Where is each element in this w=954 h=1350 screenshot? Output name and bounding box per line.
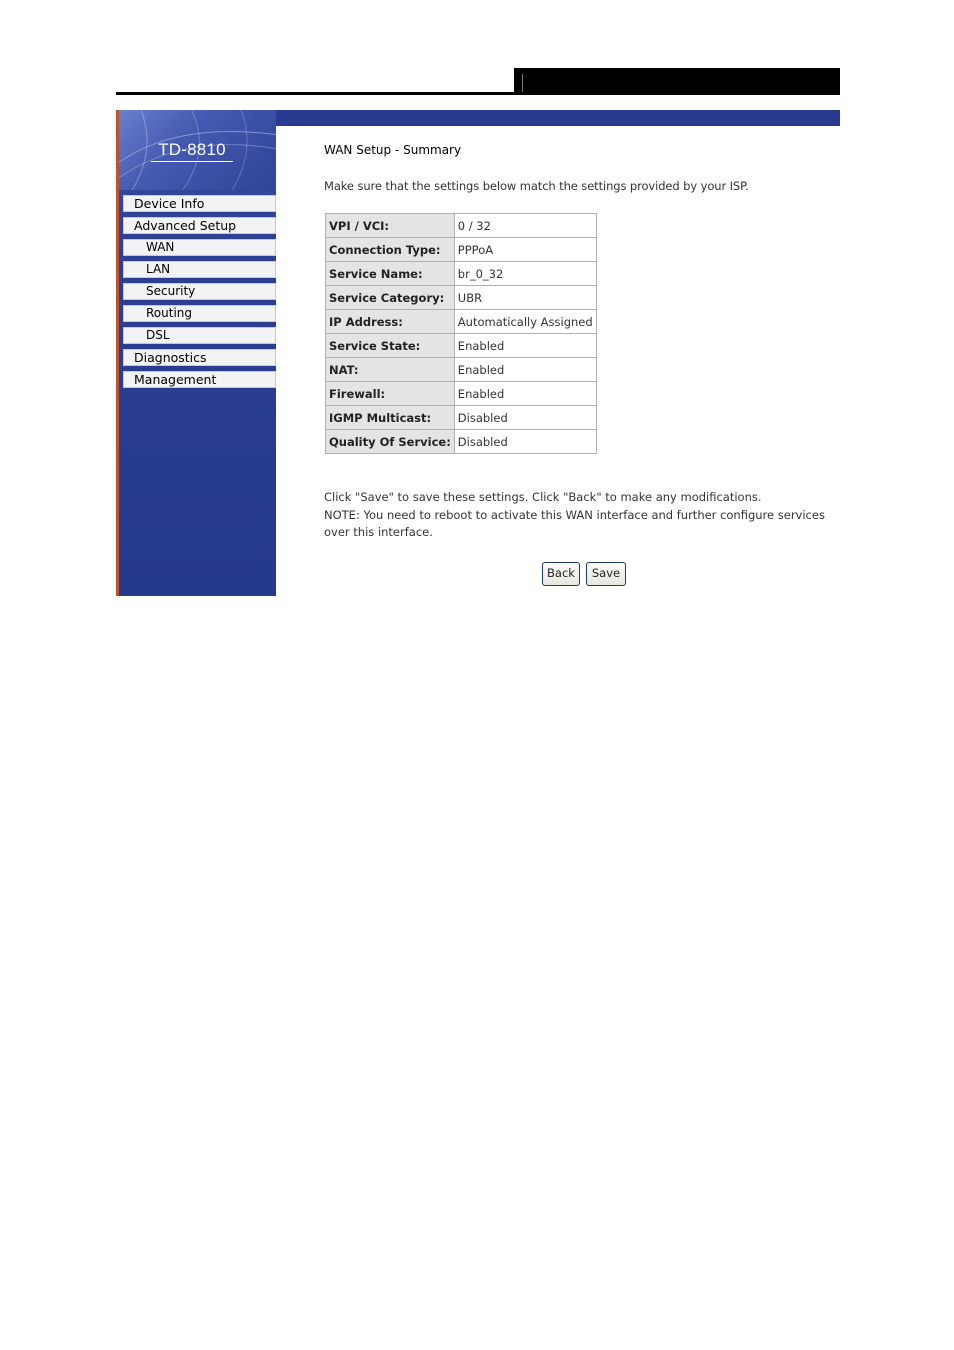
summary-value: br_0_32 — [454, 262, 596, 286]
brand-banner — [119, 110, 276, 190]
document-header — [116, 68, 840, 96]
page-title: WAN Setup - Summary — [324, 143, 462, 157]
summary-label: VPI / VCI: — [326, 214, 455, 238]
note-line: Click "Save" to save these settings. Click "Back" to make any modifications. — [324, 490, 762, 504]
summary-label: IGMP Multicast: — [326, 406, 455, 430]
back-button[interactable]: Back — [542, 562, 580, 586]
summary-value: Enabled — [454, 382, 596, 406]
sidebar-item-routing[interactable]: Routing — [123, 305, 276, 322]
sidebar-item-management[interactable]: Management — [123, 371, 276, 388]
summary-value: 0 / 32 — [454, 214, 596, 238]
note-line: over this interface. — [324, 525, 433, 539]
header-black-box — [514, 68, 840, 95]
router-ui-screenshot — [116, 110, 840, 596]
save-button[interactable]: Save — [586, 562, 626, 586]
summary-label: Firewall: — [326, 382, 455, 406]
summary-label: Service Category: — [326, 286, 455, 310]
sidebar-item-wan[interactable]: WAN — [123, 239, 276, 256]
sidebar-item-lan[interactable]: LAN — [123, 261, 276, 278]
sidebar — [116, 110, 276, 596]
summary-label: Connection Type: — [326, 238, 455, 262]
note-line: NOTE: You need to reboot to activate this WAN interface and further configure services — [324, 507, 825, 522]
header-divider — [522, 74, 523, 92]
table-row — [326, 286, 597, 310]
summary-label: NAT: — [326, 358, 455, 382]
summary-value: UBR — [454, 286, 596, 310]
table-row — [326, 238, 597, 262]
brand-logo: TD-8810 — [151, 140, 233, 162]
sidebar-item-diagnostics[interactable]: Diagnostics — [123, 349, 276, 366]
table-row — [326, 262, 597, 286]
table-row — [326, 214, 597, 238]
main-content — [276, 126, 840, 596]
table-row — [326, 310, 597, 334]
sidebar-item-device-info[interactable]: Device Info — [123, 195, 276, 212]
summary-label: Service Name: — [326, 262, 455, 286]
table-row — [326, 406, 597, 430]
table-row — [326, 382, 597, 406]
summary-value: Enabled — [454, 334, 596, 358]
summary-value: Disabled — [454, 406, 596, 430]
summary-table — [325, 213, 597, 454]
summary-label: Service State: — [326, 334, 455, 358]
table-row — [326, 430, 597, 454]
sidebar-item-advanced-setup[interactable]: Advanced Setup — [123, 217, 276, 234]
sidebar-item-security[interactable]: Security — [123, 283, 276, 300]
summary-value: Disabled — [454, 430, 596, 454]
sidebar-nav — [123, 195, 276, 393]
summary-value: Automatically Assigned — [454, 310, 596, 334]
sidebar-item-dsl[interactable]: DSL — [123, 327, 276, 344]
summary-value: PPPoA — [454, 238, 596, 262]
intro-text: Make sure that the settings below match the settings provided by your ISP. — [324, 179, 749, 193]
note-text — [324, 489, 824, 542]
summary-value: Enabled — [454, 358, 596, 382]
summary-label: IP Address: — [326, 310, 455, 334]
table-row — [326, 358, 597, 382]
table-row — [326, 334, 597, 358]
summary-label: Quality Of Service: — [326, 430, 455, 454]
